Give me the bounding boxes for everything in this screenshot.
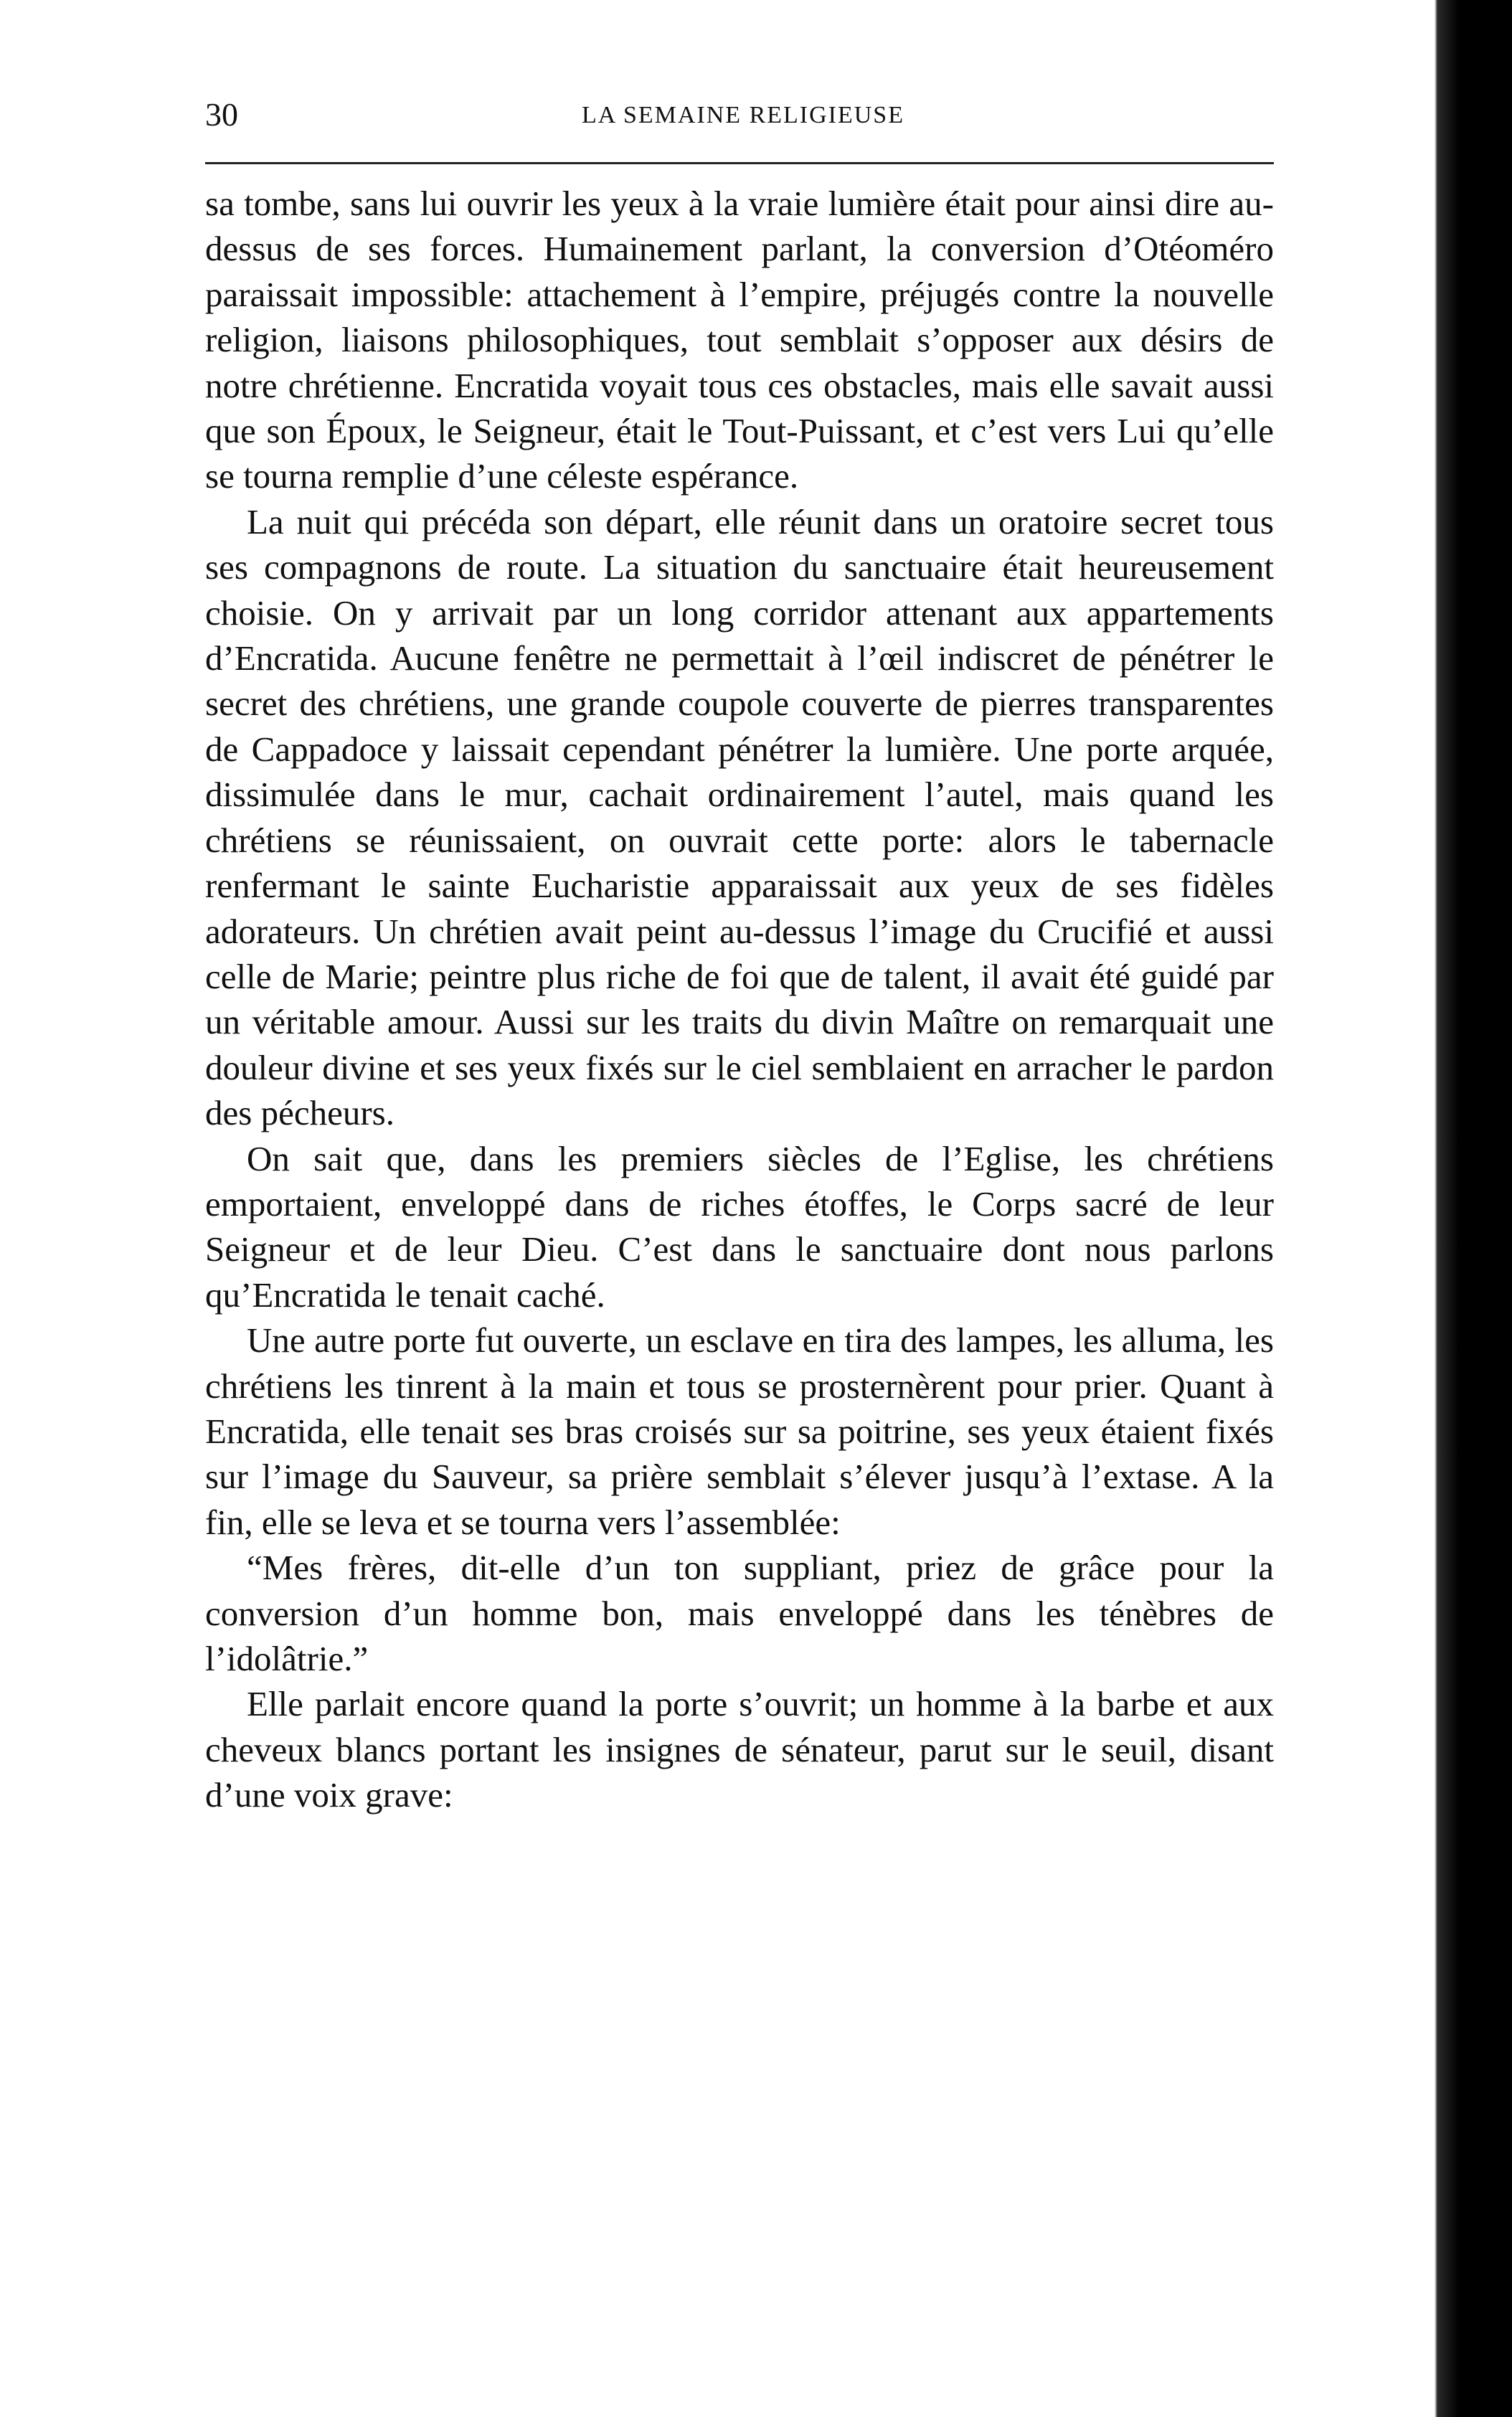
body-text [205, 181, 1274, 1818]
binding-edge [1416, 0, 1512, 2417]
paragraph: “Mes frères, dit-elle d’un ton suppliant, priez de grâce pour la conversion d’un homme bon, mais enveloppé dans les ténèbres de l’idolâtrie.” [205, 1548, 1274, 1678]
paragraph: Elle parlait encore quand la porte s’ouvrit; un homme à la barbe et aux cheveux blancs portant les insignes de sénateur, parut sur le seuil, disant d’une voix grave: [205, 1684, 1274, 1815]
page-number: 30 [205, 96, 238, 133]
paragraph: sa tombe, sans lui ouvrir les yeux à la vraie lumière était pour ainsi dire au-dessus de ses forces. Humainement parlant, la conversion d’Otéoméro paraissait impossible: attachement à l’empire, préjugés contre la nouvelle religion, liaisons philosophiques, tout semblait s’opposer aux désirs de notre chrétienne. Encratida voyait tous ces obstacles, mais elle savait aussi que son Époux, le Seigneur, était le Tout-Puissant, et c’est vers Lui qu’elle se tourna remplie d’une céleste espérance. [205, 184, 1274, 496]
paragraph: La nuit qui précéda son départ, elle réunit dans un oratoire secret tous ses compagnons de route. La situation du sanctuaire était heureusement choisie. On y arrivait par un long corridor attenant aux appartements d’Encratida. Aucune fenêtre ne permettait à l’œil indiscret de pénétrer le secret des chrétiens, une grande coupole couverte de pierres transparentes de Cappadoce y laissait cependant pénétrer la lumière. Une porte arquée, dissimulée dans le mur, cachait ordinairement l’autel, mais quand les chrétiens se réunissaient, on ouvrait cette porte: alors le tabernacle renfermant le sainte Eucharistie apparaissait aux yeux de ses fidèles adorateurs. Un chrétien avait peint au-dessus l’image du Crucifié et aussi celle de Marie; peintre plus riche de foi que de talent, il avait été guidé par un véritable amour. Aussi sur les traits du divin Maître on remarquait une douleur divine et ses yeux fixés sur le ciel semblaient en arracher le pardon des pécheurs. [205, 501, 1274, 1133]
header-rule [205, 162, 1274, 164]
page-header [205, 93, 1281, 143]
paragraph: On sait que, dans les premiers siècles de l’Eglise, les chrétiens emportaient, enveloppé dans de riches étoffes, le Corps sacré de leur Seigneur et de leur Dieu. C’est dans le sanctuaire dont nous parlons qu’Encratida le tenait caché. [205, 1138, 1274, 1315]
paragraph: Une autre porte fut ouverte, un esclave en tira des lampes, les alluma, les chrétiens les tinrent à la main et tous se prosternèrent pour prier. Quant à Encratida, elle tenait ses bras croisés sur sa poitrine, ses yeux étaient fixés sur l’image du Sauveur, sa prière semblait s’élever jusqu’à l’extase. A la fin, elle se leva et se tourna vers l’assemblée: [205, 1320, 1274, 1542]
running-title: LA SEMAINE RELIGIEUSE [582, 102, 904, 128]
